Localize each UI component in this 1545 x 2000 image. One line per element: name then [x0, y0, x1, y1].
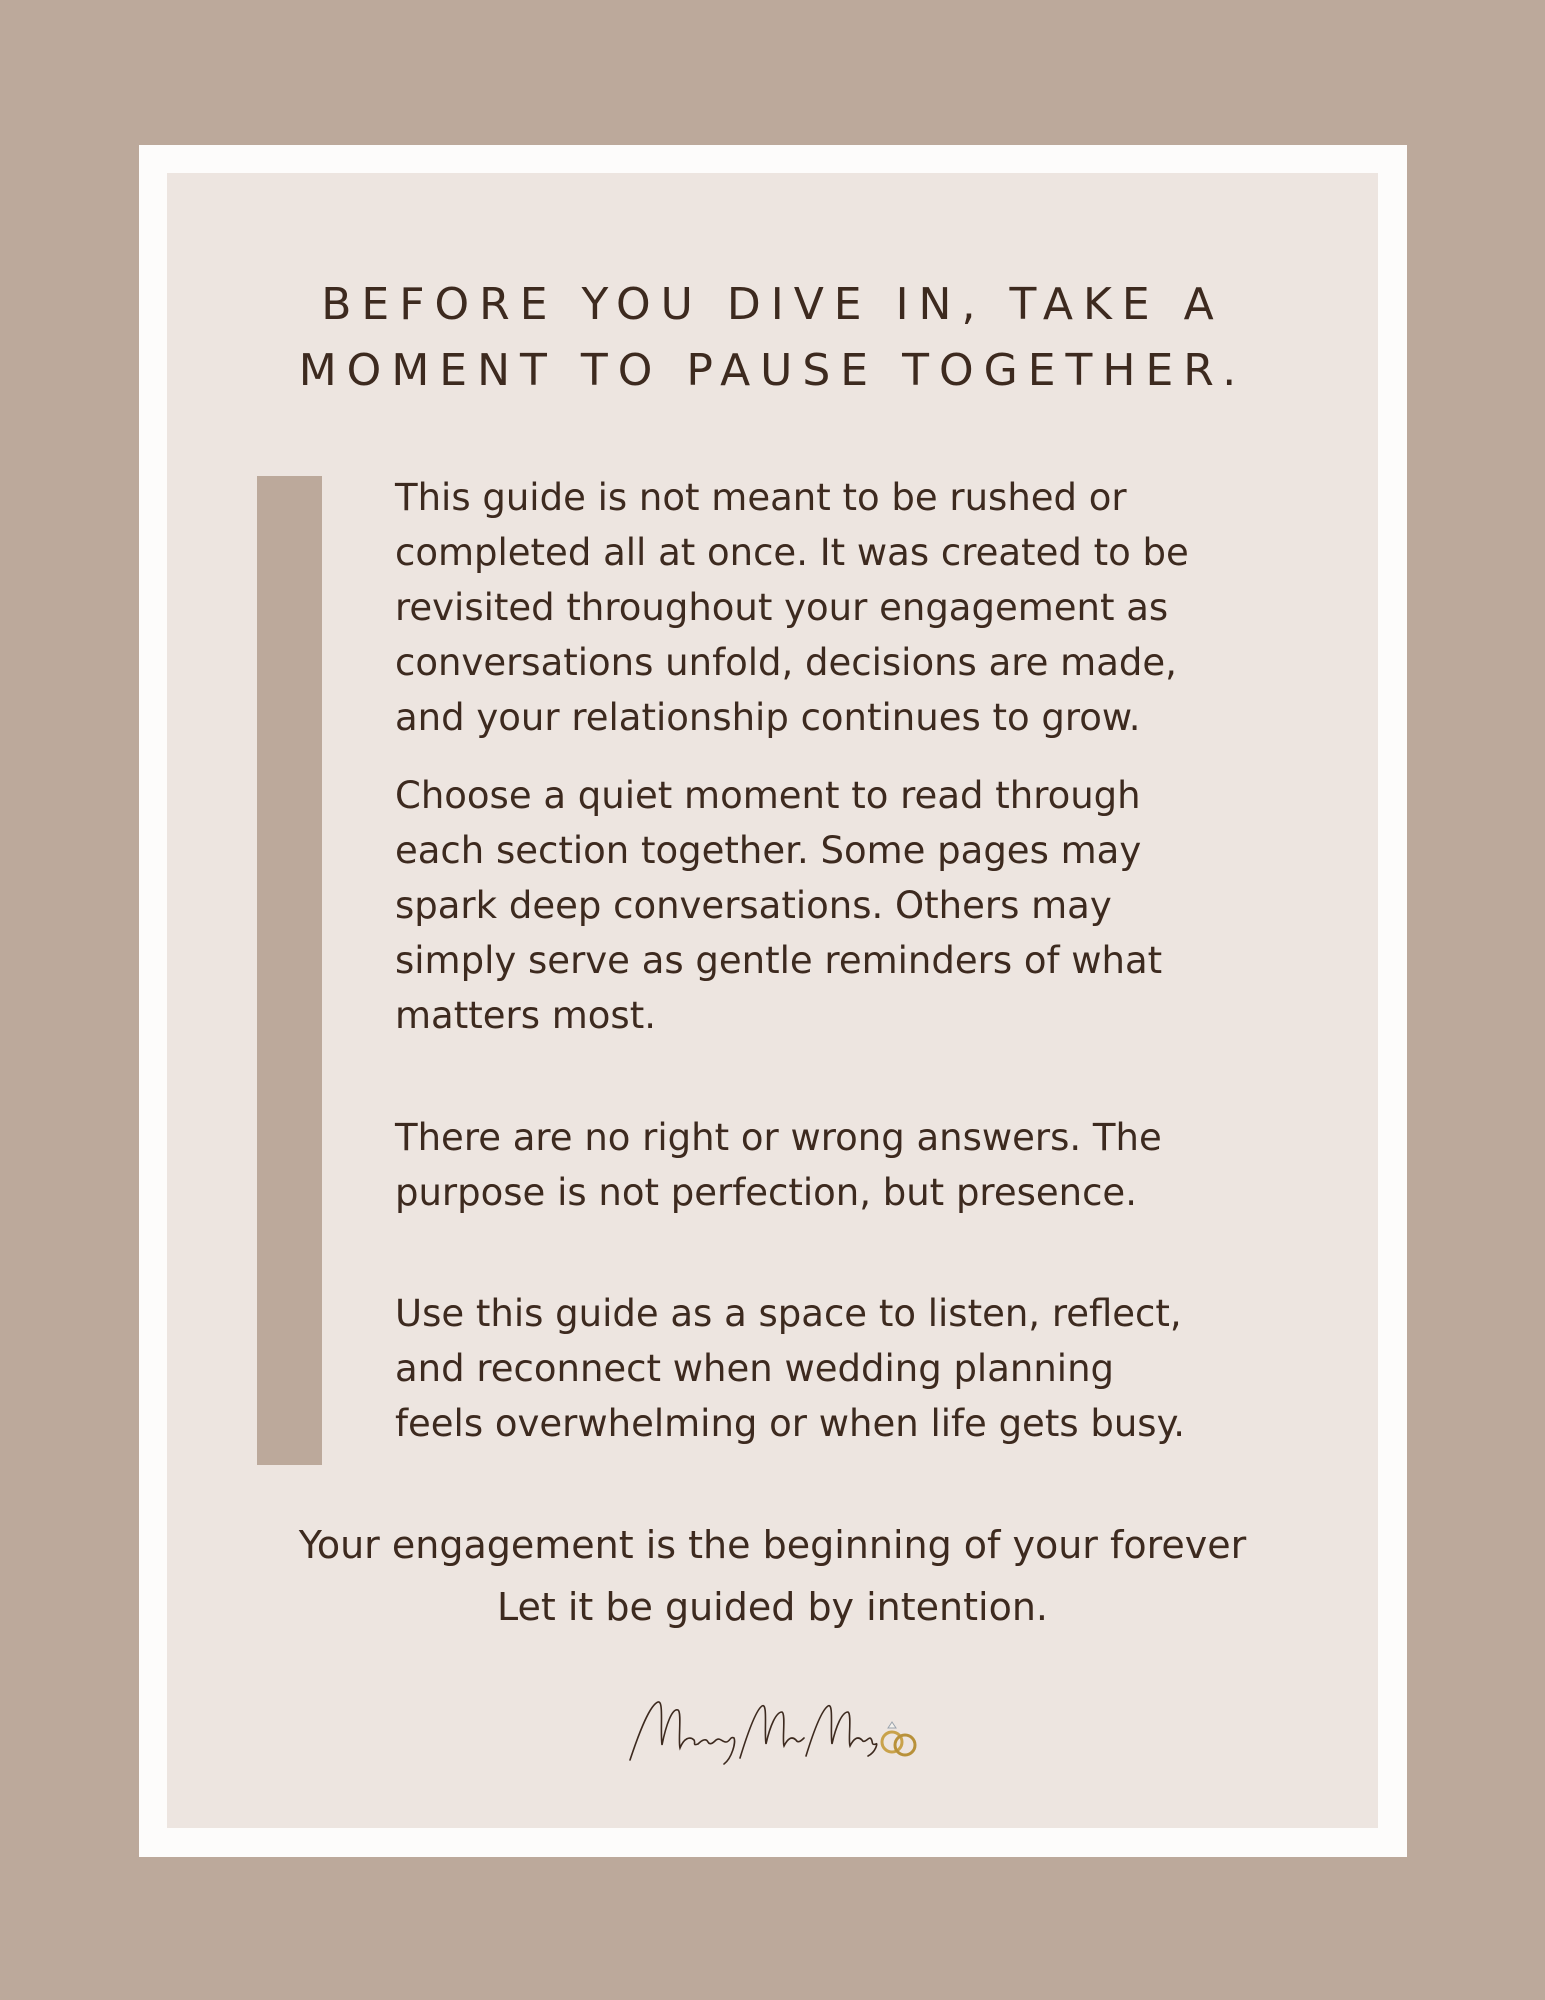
paragraph-line: Choose a quiet moment to read through — [395, 774, 1141, 817]
paragraph-line: This guide is not meant to be rushed or — [395, 476, 1127, 519]
title-line-2: MOMENT TO PAUSE TOGETHER. — [298, 345, 1247, 396]
paragraph-line: and reconnect when wedding planning — [395, 1347, 1115, 1390]
closing-statement — [0, 1514, 1545, 1638]
paragraph-line: matters most. — [395, 994, 656, 1037]
paragraph-use-guide — [395, 1286, 1295, 1451]
paragraph-line: feels overwhelming or when life gets busy. — [395, 1402, 1185, 1445]
closing-line-1: Your engagement is the beginning of your forever — [298, 1523, 1247, 1567]
paragraph-line: simply serve as gentle reminders of what — [395, 939, 1163, 982]
wedding-rings-icon — [882, 1722, 915, 1755]
closing-line-2: Let it be guided by intention. — [497, 1585, 1048, 1629]
paragraph-line: spark deep conversations. Others may — [395, 884, 1112, 927]
paragraph-line: conversations unfold, decisions are made, — [395, 641, 1177, 684]
paragraph-line: each section together. Some pages may — [395, 829, 1142, 872]
signature — [620, 1690, 920, 1770]
paragraph-no-wrong-answers — [395, 1110, 1295, 1220]
paragraph-line: Use this guide as a space to listen, reflect, — [395, 1292, 1182, 1335]
paragraph-line: There are no right or wrong answers. The — [395, 1116, 1162, 1159]
title-line-1: BEFORE YOU DIVE IN, TAKE A — [321, 279, 1224, 330]
paragraph-line: and your relationship continues to grow. — [395, 696, 1141, 739]
paragraph-intro — [395, 470, 1295, 745]
paragraph-line: revisited throughout your engagement as — [395, 586, 1169, 629]
paragraph-line: purpose is not perfection, but presence. — [395, 1171, 1137, 1214]
page-title — [0, 272, 1545, 404]
paragraph-quiet-moment — [395, 768, 1295, 1043]
accent-bar — [257, 476, 322, 1465]
signature-script — [620, 1690, 920, 1770]
paragraph-line: completed all at once. It was created to be — [395, 531, 1189, 574]
